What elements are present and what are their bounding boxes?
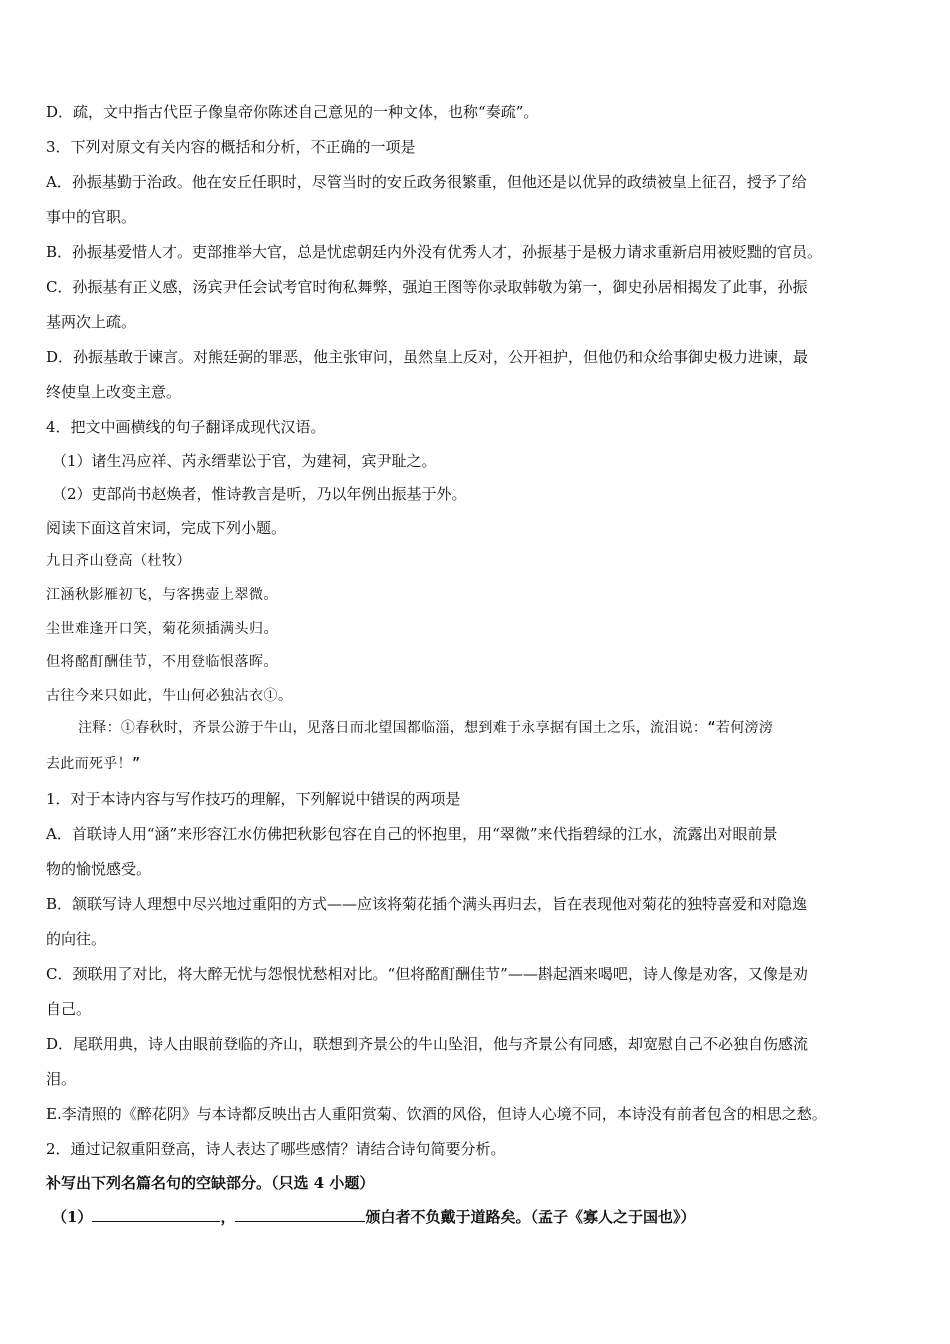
fill-1-blank-2[interactable] [235,1207,365,1222]
p1-option-c-line1: C．颈联用了对比，将大醉无忧与怨恨忧愁相对比。“但将酩酊酬佳节”——斟起酒来喝吧，诗人像是劝客，又像是劝 [46,965,808,983]
q3-option-b: B．孙振基爱惜人才。吏部推举大官，总是忧虑朝廷内外没有优秀人才，孙振基于是极力请求重新启用被贬黜的官员。 [46,243,823,261]
q2-option-d: D．疏，文中指古代臣子像皇帝你陈述自己意见的一种文体，也称“奏疏”。 [46,103,539,121]
q3-option-a-line2: 事中的官职。 [46,208,137,226]
fill-1-number: （1） [52,1208,93,1226]
p1-option-c-line2: 自己。 [46,1000,92,1018]
q3-option-c-line2: 基两次上疏。 [46,313,137,331]
poem-note-line2: 去此而死乎！” [46,756,141,772]
fill-1-suffix: 颁白者不负戴于道路矣。（孟子《寡人之于国也》） [365,1208,696,1226]
q3-option-c-line1: C．孙振基有正义感，汤宾尹任会试考官时徇私舞弊，强迫王图等你录取韩敬为第一，御史孙居相揭发了此事，孙振 [46,278,808,296]
q4-item-1: （1）诸生冯应祥、芮永缙辈讼于官，为建祠，宾尹耻之。 [52,452,437,470]
poem-note-line1: 注释：①春秋时，齐景公游于牛山，见落日而北望国都临淄，想到难于永享据有国土之乐，流泪说：“若何滂滂 [78,720,774,736]
poem-line-2: 尘世难逢开口笑，菊花须插满头归。 [46,621,278,637]
q3-title: 3．下列对原文有关内容的概括和分析，不正确的一项是 [46,138,416,156]
p1-option-d-line1: D．尾联用典，诗人由眼前登临的齐山，联想到齐景公的牛山坠泪，他与齐景公有同感，却宽慰自己不必独自伤感流 [46,1035,809,1053]
p1-option-a-line2: 物的愉悦感受。 [46,860,152,878]
fill-1-comma: ， [220,1208,236,1226]
q3-option-d-line2: 终使皇上改变主意。 [46,383,182,401]
p2-title: 2．通过记叙重阳登高，诗人表达了哪些感情？请结合诗句简要分析。 [46,1140,506,1158]
fill-question-1 [52,1207,695,1227]
reading-intro: 阅读下面这首宋词，完成下列小题。 [46,519,287,537]
q3-option-a-line1: A．孙振基勤于治政。他在安丘任职时，尽管当时的安丘政务很繁重，但他还是以优异的政绩被皇上征召，授予了给 [46,173,807,191]
p1-option-b-line2: 的向往。 [46,930,107,948]
p1-option-e: E.李清照的《醉花阴》与本诗都反映出古人重阳赏菊、饮酒的风俗，但诗人心境不同，本诗没有前者包含的相思之愁。 [46,1105,827,1123]
poem-line-4: 古往今来只如此，牛山何必独沾衣①。 [46,688,293,704]
poem-title: 九日齐山登高（杜牧） [46,553,191,569]
poem-line-1: 江涵秋影雁初飞，与客携壶上翠微。 [46,587,278,603]
p1-option-b-line1: B．颔联写诗人理想中尽兴地过重阳的方式——应该将菊花插个满头再归去，旨在表现他对菊花的独特喜爱和对隐逸 [46,895,808,913]
p1-option-a-line1: A．首联诗人用“涵”来形容江水仿佛把秋影包容在自己的怀抱里，用“翠微”来代指碧绿的江水，流露出对眼前景 [46,825,778,843]
p1-option-d-line2: 泪。 [46,1070,77,1088]
q4-title: 4．把文中画横线的句子翻译成现代汉语。 [46,418,326,436]
p1-title: 1．对于本诗内容与写作技巧的理解，下列解说中错误的两项是 [46,790,461,808]
q4-item-2: （2）吏部尚书赵焕者，惟诗教言是听，乃以年例出振基于外。 [52,485,467,503]
fill-section-title: 补写出下列名篇名句的空缺部分。（只选 4 小题） [46,1174,375,1192]
fill-1-blank-1[interactable] [92,1207,220,1222]
poem-line-3: 但将酩酊酬佳节，不用登临恨落晖。 [46,654,278,670]
q3-option-d-line1: D．孙振基敢于谏言。对熊廷弼的罪恶，他主张审问，虽然皇上反对，公开袒护，但他仍和众给事御史极力进谏，最 [46,348,809,366]
